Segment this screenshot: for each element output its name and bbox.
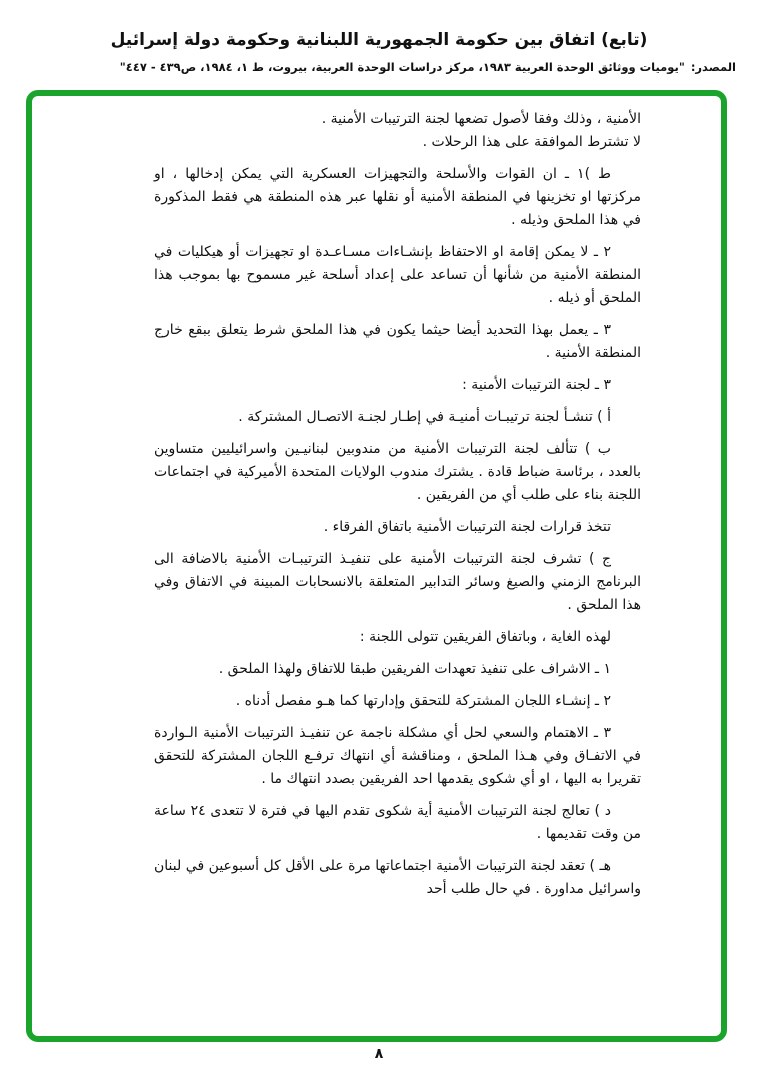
paragraph: ٣ ـ يعمل بهذا التحديد أيضا حيثما يكون في هذا الملحق شرط يتعلق ببقع خارج المنطقة الأمنية . — [154, 322, 641, 361]
paragraph: أ ) تنشـأ لجنة ترتيبـات أمنيـة في إطـار لجنـة الاتصـال المشتركة . — [238, 409, 611, 425]
paragraph: لهذه الغاية ، وباتفاق الفريقين تتولى اللجنة : — [359, 629, 611, 645]
document-body — [154, 108, 641, 901]
source-text: "يوميات ووثائق الوحدة العربية ١٩٨٣، مركز دراسات الوحدة العربية، بيروت، ط ١، ١٩٨٤، ص٤٣٩ - ٤٤٧" — [119, 60, 685, 74]
paragraph: تتخذ قرارات لجنة الترتيبات الأمنية باتفاق الفرقاء . — [323, 519, 611, 535]
page-title: (تابع) اتفاق بين حكومة الجمهورية اللبنانية وحكومة دولة إسرائيل — [110, 30, 648, 50]
paragraph: ١ ـ الاشراف على تنفيذ تعهدات الفريقين طبقا للاتفاق ولهذا الملحق . — [218, 661, 611, 677]
section-heading: ٣ ـ لجنة الترتيبات الأمنية : — [462, 377, 611, 393]
paragraph: ٣ ـ الاهتمام والسعي لحل أي مشكلة ناجمة عن تنفيـذ الترتيبات الأمنية الـواردة في الاتفـاق وفي هـذا الملحق ، ومناقشة أي انتهاك ترفـع اللجان المشتركة للتحقق تقريرا به اليها ، او أي شكوى يقدمها احد الفريقين بصدد انتهاك ما . — [154, 725, 641, 787]
paragraph: ٢ ـ إنشـاء اللجان المشتركة للتحقق وإدارتها كما هـو مفصل أدناه . — [235, 693, 611, 709]
paragraph: ط )١ ـ ان القوات والأسلحة والتجهيزات العسكرية التي يمكن إدخالها ، او مركزتها او تخزينها في المنطقة الأمنية أو نقلها عبر هذه المنطقة هي فقط المذكورة في هذا الملحق وذيله . — [154, 166, 641, 228]
source-citation — [22, 60, 736, 74]
paragraph: لا تشترط الموافقة على هذا الرحلات . — [422, 134, 641, 150]
page-number: ٨ — [374, 1046, 384, 1062]
paragraph: الأمنية ، وذلك وفقا لأصول تضعها لجنة الترتيبات الأمنية . — [321, 111, 641, 127]
paragraph: ب ) تتألف لجنة الترتيبات الأمنية من مندوبين لبنانيـين واسرائيليين متساوين بالعدد ، برئاسة ضباط قادة . يشترك مندوب الولايات المتحدة الأميركية في اجتماعات اللجنة بناء على طلب أي من الفريقين . — [154, 441, 641, 503]
paragraph: ج ) تشرف لجنة الترتيبات الأمنية على تنفيـذ الترتيبـات الأمنية بالاضافة الى البرنامج الزمني والصيغ وسائر التدابير المتعلقة بالانسحابات المبينة في الاتفاق وفي هذا الملحق . — [154, 551, 641, 613]
source-label: المصدر: — [690, 60, 736, 74]
document-frame — [26, 90, 727, 1042]
paragraph: د ) تعالج لجنة الترتيبات الأمنية أية شكوى تقدم اليها في فترة لا تتعدى ٢٤ ساعة من وقت تقديمها . — [154, 803, 641, 842]
paragraph: هـ ) تعقد لجنة الترتيبات الأمنية اجتماعاتها مرة على الأقل كل أسبوعين في لبنان واسرائيل مداورة . في حال طلب أحد — [154, 858, 641, 897]
paragraph: ٢ ـ لا يمكن إقامة او الاحتفاظ بإنشـاءات مسـاعـدة او تجهيزات أو هيكليات في المنطقة الأمنية من شأنها أن تساعد على إعداد أسلحة غير مسموح بها بموجب هذا الملحق أو ذيله . — [154, 244, 641, 306]
